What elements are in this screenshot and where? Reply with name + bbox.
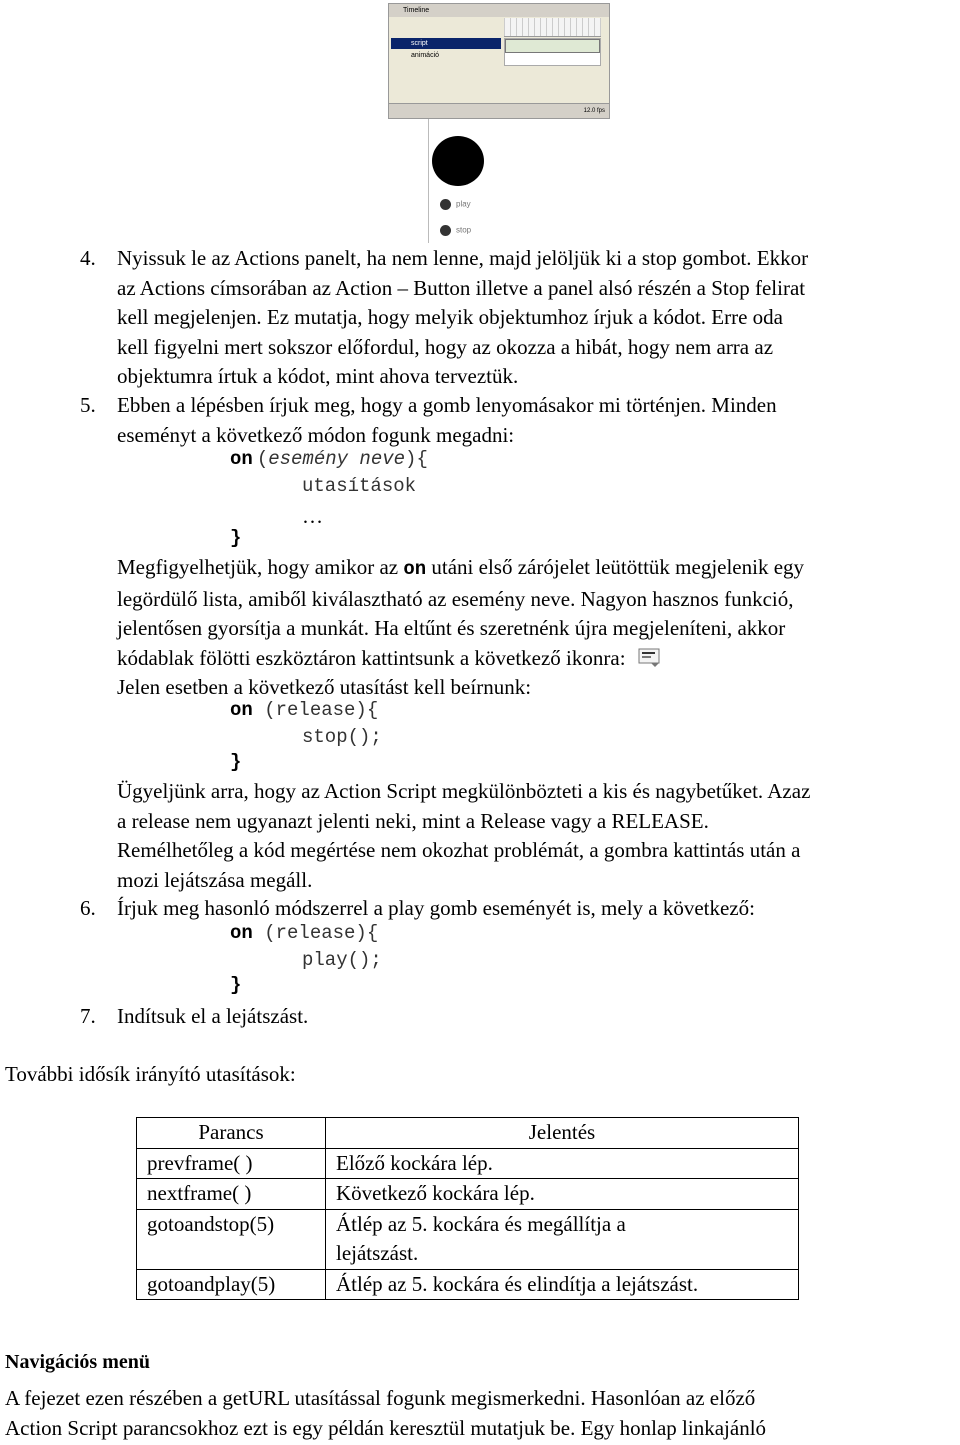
nav-intro-text: A fejezet ezen részében a getURL utasítással fogunk megismerkedni. Hasonlóan az előző Action Script parancsokhoz ezt is egy példán keresztül mutatjuk be. Egy honlap linkajánló: [5, 1386, 767, 1440]
command-cell: gotoandstop(5): [137, 1209, 326, 1269]
code-line: play();: [302, 949, 382, 971]
flash-screenshot: [388, 3, 610, 243]
stop-button[interactable]: stop: [440, 225, 471, 236]
selected-frames: [505, 39, 600, 53]
command-cell: nextframe( ): [137, 1179, 326, 1210]
table-row: [137, 1148, 799, 1179]
code-line: utasítások: [302, 475, 417, 497]
code-line: on (release){: [230, 922, 379, 944]
case-sensitivity-note: Ügyeljünk arra, hogy az Action Script megkülönbözteti a kis és nagybetűket. Azaz a release nem ugyanazt jelenti neki, mint a Release vagy a RELEASE. Remélhetőleg a kód megértése nem okozhat problémát, a gombra kattintás után a mozi lejátszása megáll.: [117, 779, 811, 892]
table-row: [137, 1269, 799, 1300]
code-hint-icon: [637, 647, 663, 667]
step-5-explanation: Megfigyelhetjük, hogy amikor az on utáni első zárójelet leütöttük megjelenik egy legördülő lista, amiből kiválasztható az esemény neve. Nagyon hasznos funkció, jelentősen gyorsítja a munkát. Ha eltűnt és szeretnénk újra megjeleníteni, akkor kódablak fölötti eszköztáron kattintsunk a következő ikonra: Jelen esetben a következő utasítást kell beírnunk:: [117, 555, 805, 699]
meaning-cell: Következő kockára lép.: [326, 1179, 799, 1210]
code-ellipsis: …: [302, 504, 323, 528]
code-line: on (release){: [230, 699, 379, 721]
code-brace: }: [230, 527, 242, 549]
command-cell: prevframe( ): [137, 1148, 326, 1179]
code-brace: }: [230, 751, 242, 773]
column-header: Jelentés: [326, 1118, 799, 1149]
stop-icon: [440, 225, 451, 236]
timeline-toolbar: [389, 103, 609, 118]
column-header: Parancs: [137, 1118, 326, 1149]
play-icon: [440, 199, 451, 210]
command-cell: gotoandplay(5): [137, 1269, 326, 1300]
code-brace: }: [230, 974, 242, 996]
step-5-text: Ebben a lépésben írjuk meg, hogy a gomb lenyomásakor mi történjen. Minden eseményt a következő módon fogunk megadni:: [117, 393, 777, 447]
step-number: 6.: [80, 896, 96, 920]
table-row: [137, 1179, 799, 1210]
step-number: 7.: [80, 1004, 96, 1028]
table-header-row: [137, 1118, 799, 1149]
commands-table: [136, 1117, 799, 1300]
table-row: [137, 1209, 799, 1269]
frame-area: [504, 38, 601, 66]
step-number: 5.: [80, 393, 96, 417]
play-button[interactable]: play: [440, 199, 471, 210]
circle-shape: [432, 136, 484, 186]
step-4-text: Nyissuk le az Actions panelt, ha nem lenne, majd jelöljük ki a stop gombot. Ekkor az Actions címsorában az Action – Button illetve a panel alsó részén a Stop felirat kell megjelenjen. Ez mutatja, hogy melyik objektumhoz írjuk a kódot. Erre oda kell figyelni mert sokszor előfordul, hogy az okozza a hibát, hogy nem arra az objektumra írtuk a kódot, mint ahova terveztük.: [117, 246, 809, 388]
meaning-cell: Előző kockára lép.: [326, 1148, 799, 1179]
section-title: További idősík irányító utasítások:: [5, 1062, 296, 1086]
fps-readout: 12.0 fps: [583, 108, 605, 114]
layer-row[interactable]: script: [391, 38, 501, 49]
code-line: on (esemény neve){: [230, 448, 428, 470]
meaning-cell: Átlép az 5. kockára és elindítja a lejátszást.: [326, 1269, 799, 1300]
step-6-text: Írjuk meg hasonló módszerrel a play gomb eseményét is, mely a következő:: [117, 896, 755, 920]
timeline-panel: [388, 3, 610, 119]
layer-row[interactable]: animáció: [411, 52, 440, 59]
frame-ruler: [504, 18, 601, 37]
step-number: 4.: [80, 246, 96, 270]
meaning-cell: Átlép az 5. kockára és megállítja a lejátszást.: [326, 1209, 799, 1269]
step-7-text: Indítsuk el a lejátszást.: [117, 1004, 309, 1028]
stage: [428, 119, 611, 243]
code-line: stop();: [302, 726, 382, 748]
section-heading: Navigációs menü: [5, 1351, 150, 1373]
timeline-title: Timeline: [389, 4, 609, 17]
